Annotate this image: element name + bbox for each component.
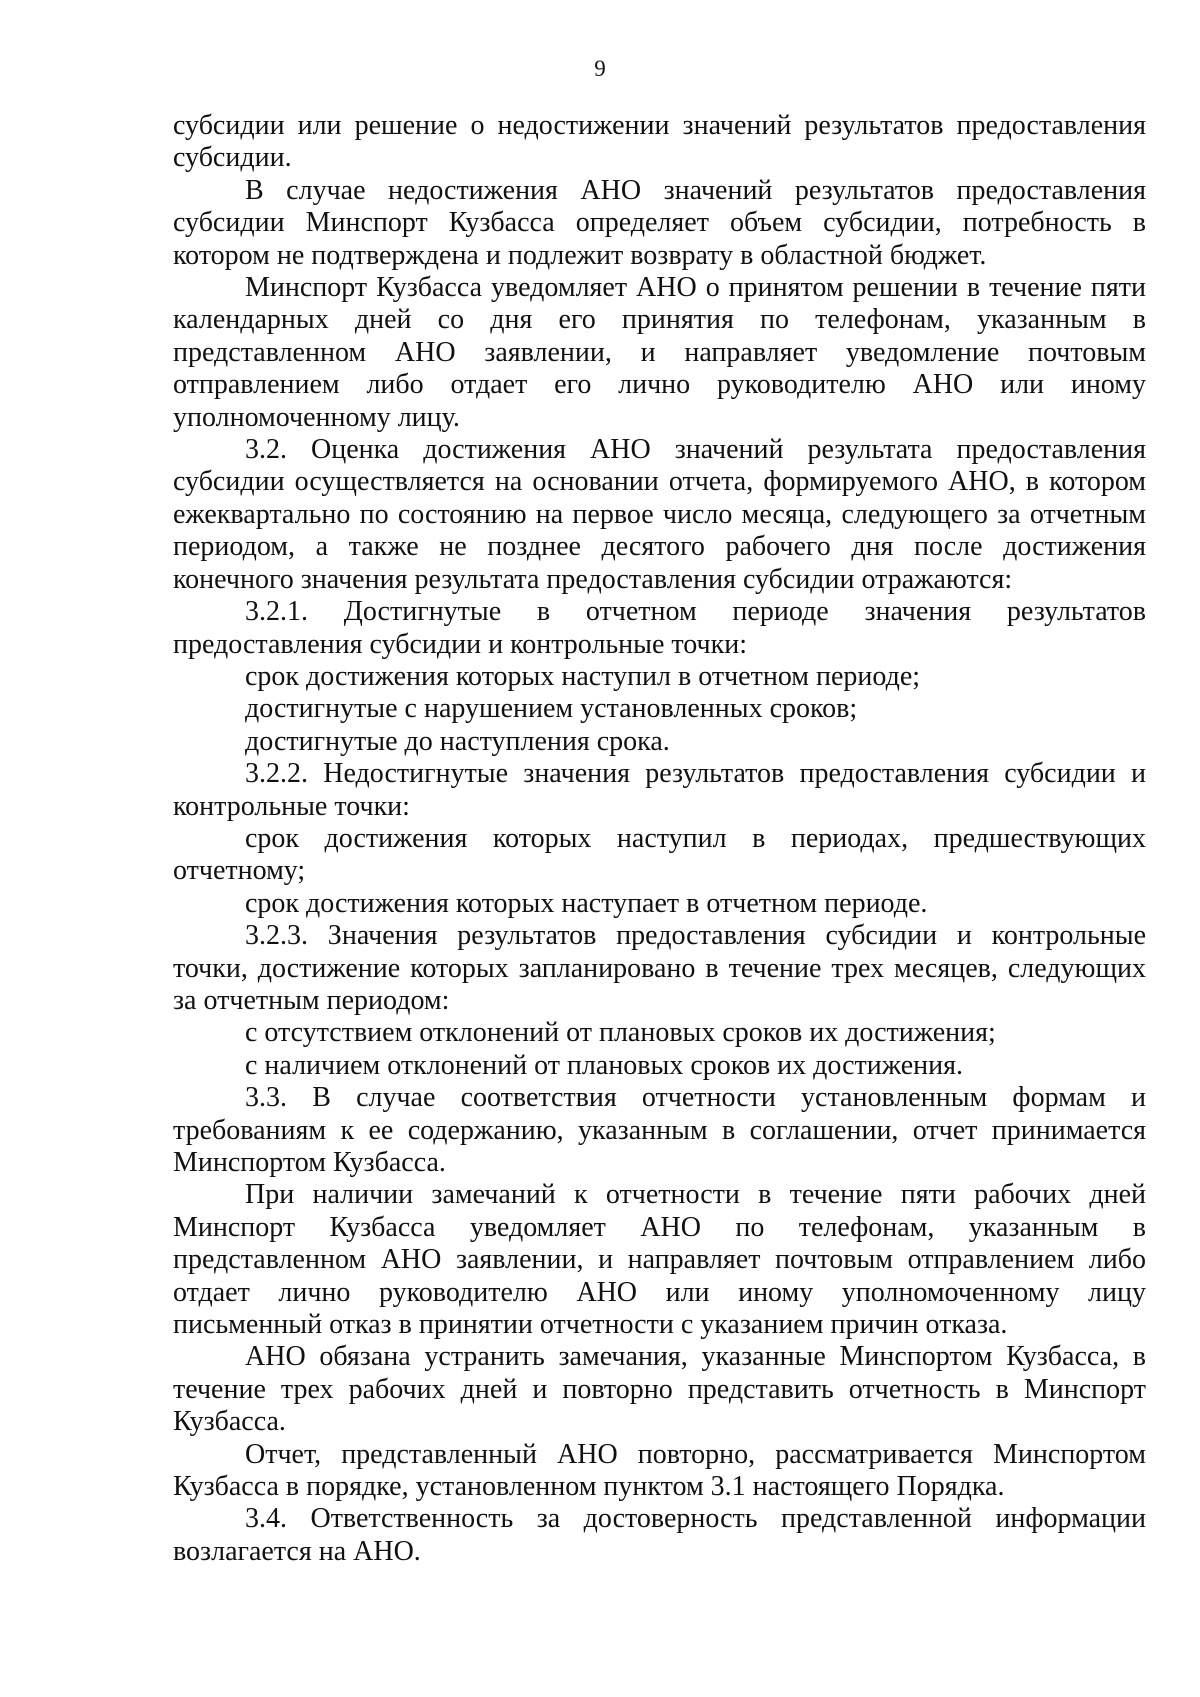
paragraph: Отчет, представленный АНО повторно, рассматривается Минспортом Кузбасса в порядке, установленном пунктом 3.1 настоящего Порядка.: [173, 1438, 1146, 1503]
paragraph: При наличии замечаний к отчетности в течение пяти рабочих дней Минспорт Кузбасса уведомляет АНО по телефонам, указанным в представленном АНО заявлении, и направляет почтовым отправлением либо отдает лично руководителю АНО или иному уполномоченному лицу письменный отказ в принятии отчетности с указанием причин отказа.: [173, 1179, 1146, 1341]
paragraph: 3.2.2. Недостигнутые значения результатов предоставления субсидии и контрольные точки:: [173, 758, 1146, 822]
list-item: срок достижения которых наступает в отчетном периоде.: [245, 887, 928, 919]
list-item: срок достижения которых наступил в отчетном периоде;: [245, 660, 921, 692]
list-item: с отсутствием отклонений от плановых сроков их достижения;: [245, 1017, 996, 1049]
paragraph: АНО обязана устранить замечания, указанные Минспортом Кузбасса, в течение трех рабочих дней и повторно представить отчетность в Минспорт Кузбасса.: [173, 1341, 1146, 1438]
paragraph: В случае недостижения АНО значений результатов предоставления субсидии Минспорт Кузбасса определяет объем субсидии, потребность в котором не подтверждена и подлежит возврату в областной бюджет.: [173, 174, 1146, 271]
list-item: достигнутые до наступления срока.: [245, 725, 670, 757]
paragraph: субсидии или решение о недостижении значений результатов предоставления субсидии.: [173, 110, 1146, 174]
paragraph: 3.3. В случае соответствия отчетности установленным формам и требованиям к ее содержанию, указанным в соглашении, отчет принимается Минспортом Кузбасса.: [173, 1082, 1146, 1178]
list-item: достигнутые с нарушением установленных сроков;: [245, 693, 858, 725]
paragraph: Минспорт Кузбасса уведомляет АНО о принятом решении в течение пяти календарных дней со дня его принятия по телефонам, указанным в представленном АНО заявлении, и направляет уведомление почтовым отправлением либо отдает его лично руководителю АНО или иному уполномоченному лицу.: [173, 272, 1146, 433]
paragraph: 3.4. Ответственность за достоверность представленной информации возлагается на АНО.: [173, 1503, 1146, 1567]
list-item: с наличием отклонений от плановых сроков их достижения.: [245, 1049, 963, 1081]
document-body: [173, 110, 1146, 1568]
paragraph: 3.2.3. Значения результатов предоставления субсидии и контрольные точки, достижение которых запланировано в течение трех месяцев, следующих за отчетным периодом:: [173, 920, 1146, 1016]
list-item: срок достижения которых наступил в периодах, предшествующих отчетному;: [173, 822, 1146, 887]
page-number: 9: [594, 56, 606, 81]
paragraph: 3.2. Оценка достижения АНО значений результата предоставления субсидии осуществляется на основании отчета, формируемого АНО, в котором ежеквартально по состоянию на первое число месяца, следующего за отчетным периодом, а также не позднее десятого рабочего дня после достижения конечного значения результата предоставления субсидии отражаются:: [173, 434, 1146, 595]
paragraph: 3.2.1. Достигнутые в отчетном периоде значения результатов предоставления субсидии и контрольные точки:: [173, 596, 1146, 660]
